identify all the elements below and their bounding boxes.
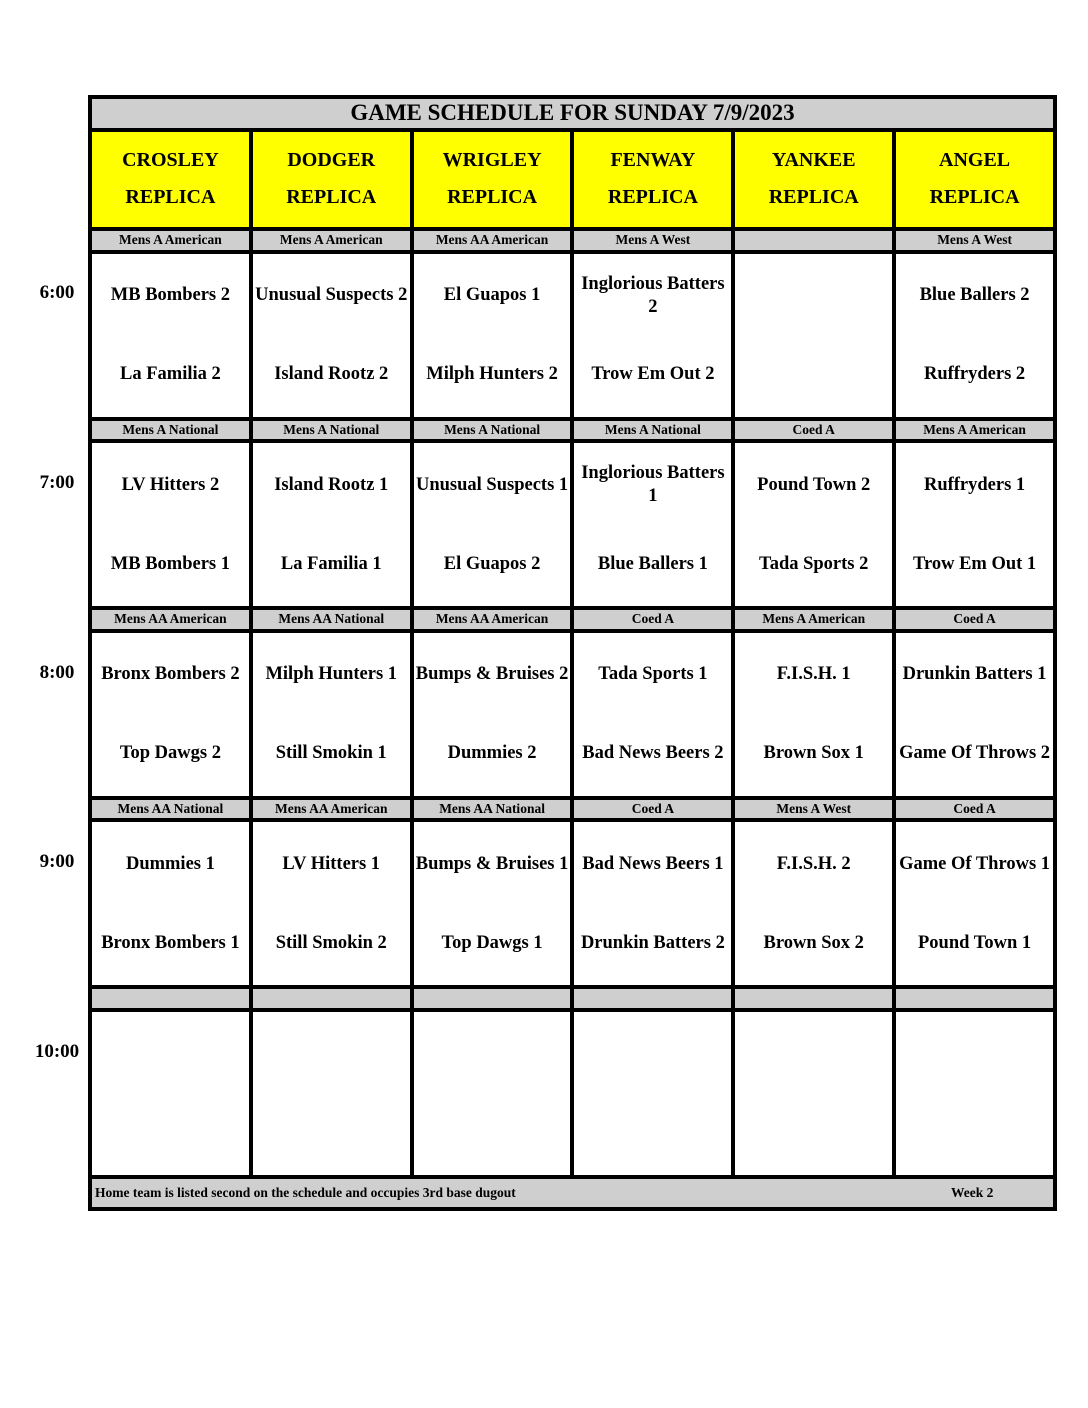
division-label: Mens A West <box>733 798 894 821</box>
division-label: Mens AA American <box>412 229 573 252</box>
game-row <box>90 820 1055 987</box>
division-label <box>733 229 894 252</box>
home-team: El Guapos 2 <box>443 553 541 574</box>
division-label <box>90 987 251 1010</box>
home-team: Still Smokin 2 <box>275 932 387 953</box>
home-team: MB Bombers 1 <box>110 553 231 574</box>
away-team: MB Bombers 2 <box>110 285 231 306</box>
game-cell <box>251 820 412 987</box>
division-label: Mens AA American <box>412 608 573 631</box>
home-team: Brown Sox 2 <box>763 932 864 953</box>
time-label: 9:00 <box>39 851 75 873</box>
game-cell <box>412 631 573 798</box>
field-sub: REPLICA <box>286 186 377 209</box>
home-team: Trow Em Out 2 <box>591 364 715 385</box>
time-label: 10:00 <box>34 1040 80 1062</box>
footer-note: Home team is listed second on the schedule and occupies 3rd base dugout <box>95 1185 516 1200</box>
field-sub: REPLICA <box>768 186 859 209</box>
field-header-angel <box>894 130 1055 229</box>
away-team: Milph Hunters 1 <box>265 664 398 685</box>
game-cell <box>894 1010 1055 1177</box>
game-cell <box>251 441 412 608</box>
home-team: Tada Sports 2 <box>759 553 869 574</box>
home-team: Bronx Bombers 1 <box>101 932 240 953</box>
home-team: Drunkin Batters 2 <box>580 932 725 953</box>
game-row <box>90 252 1055 419</box>
division-label <box>412 987 573 1010</box>
home-team: Blue Ballers 1 <box>597 553 708 574</box>
home-team: Ruffryders 2 <box>923 364 1026 385</box>
away-team: Bronx Bombers 2 <box>101 664 240 685</box>
field-sub: REPLICA <box>929 186 1020 209</box>
away-team: Inglorious Batters 2 <box>581 273 725 317</box>
home-team: Pound Town 1 <box>918 932 1032 953</box>
field-sub: REPLICA <box>607 186 698 209</box>
game-cell <box>412 252 573 419</box>
game-cell <box>572 441 733 608</box>
field-name: WRIGLEY <box>442 149 542 172</box>
game-cell <box>572 631 733 798</box>
game-cell <box>894 441 1055 608</box>
game-cell <box>733 252 894 419</box>
away-team: F.I.S.H. 1 <box>776 664 851 685</box>
game-row <box>90 1010 1055 1177</box>
game-row <box>90 631 1055 798</box>
field-name: YANKEE <box>771 149 856 172</box>
division-label: Mens AA American <box>90 608 251 631</box>
field-name: DODGER <box>287 149 376 172</box>
home-team: Brown Sox 1 <box>763 743 864 764</box>
division-label: Mens AA National <box>90 798 251 821</box>
home-team: Bad News Beers 2 <box>582 743 724 764</box>
field-sub: REPLICA <box>125 186 216 209</box>
division-label: Mens AA National <box>251 608 412 631</box>
game-cell <box>90 441 251 608</box>
away-team: Ruffryders 1 <box>923 474 1026 495</box>
division-label: Mens A American <box>90 229 251 252</box>
away-team: El Guapos 1 <box>443 285 541 306</box>
home-team: Still Smokin 1 <box>275 743 387 764</box>
division-label: Mens A American <box>251 229 412 252</box>
away-team: Bad News Beers 1 <box>582 853 724 874</box>
division-label: Mens A American <box>733 608 894 631</box>
away-team: Pound Town 2 <box>757 474 871 495</box>
field-sub: REPLICA <box>447 186 538 209</box>
division-label: Mens A National <box>412 419 573 442</box>
away-team: Island Rootz 1 <box>274 474 389 495</box>
away-team: Bumps & Bruises 1 <box>415 853 569 874</box>
game-cell <box>251 252 412 419</box>
game-cell <box>90 631 251 798</box>
division-label <box>894 987 1055 1010</box>
division-row <box>90 229 1055 252</box>
home-team: La Familia 1 <box>280 553 382 574</box>
time-label: 8:00 <box>39 661 75 683</box>
division-label: Mens AA National <box>412 798 573 821</box>
field-header-crosley <box>90 130 251 229</box>
field-name: ANGEL <box>939 149 1011 172</box>
field-header-dodger <box>251 130 412 229</box>
division-row <box>90 798 1055 821</box>
game-cell <box>251 631 412 798</box>
game-cell <box>412 1010 573 1177</box>
game-row <box>90 441 1055 608</box>
footer-bar <box>90 1177 1055 1209</box>
division-label: Mens A National <box>572 419 733 442</box>
game-cell <box>90 820 251 987</box>
game-cell <box>894 820 1055 987</box>
home-team: Island Rootz 2 <box>274 364 389 385</box>
division-label: Mens A National <box>90 419 251 442</box>
division-label <box>251 987 412 1010</box>
home-team: La Familia 2 <box>120 364 221 385</box>
field-name: CROSLEY <box>122 149 219 172</box>
division-label: Mens A National <box>251 419 412 442</box>
division-label: Coed A <box>733 419 894 442</box>
away-team: Game Of Throws 1 <box>899 853 1051 874</box>
game-cell <box>412 441 573 608</box>
division-row <box>90 419 1055 442</box>
division-row <box>90 987 1055 1010</box>
away-team: F.I.S.H. 2 <box>776 853 851 874</box>
division-label <box>572 987 733 1010</box>
game-cell <box>412 820 573 987</box>
home-team: Trow Em Out 1 <box>912 553 1037 574</box>
division-label: Mens A American <box>894 419 1055 442</box>
away-team: Unusual Suspects 1 <box>415 474 569 495</box>
away-team: Unusual Suspects 2 <box>255 285 408 306</box>
game-cell <box>572 252 733 419</box>
schedule-table <box>88 95 1057 1211</box>
time-label: 6:00 <box>39 282 75 304</box>
away-team: LV Hitters 2 <box>121 474 220 495</box>
away-team: Inglorious Batters 1 <box>581 463 725 507</box>
game-cell <box>733 1010 894 1177</box>
division-label: Coed A <box>572 608 733 631</box>
game-cell <box>90 1010 251 1177</box>
game-cell <box>90 252 251 419</box>
away-team: Bumps & Bruises 2 <box>415 664 569 685</box>
away-team: Blue Ballers 2 <box>919 285 1030 306</box>
away-team: Drunkin Batters 1 <box>902 664 1047 685</box>
division-row <box>90 608 1055 631</box>
away-team: Dummies 1 <box>125 853 215 874</box>
field-header-yankee <box>733 130 894 229</box>
division-label: Coed A <box>572 798 733 821</box>
division-label <box>733 987 894 1010</box>
division-label: Mens A West <box>894 229 1055 252</box>
division-label: Mens AA American <box>251 798 412 821</box>
home-team: Game Of Throws 2 <box>899 743 1051 764</box>
away-team: Tada Sports 1 <box>598 664 708 685</box>
game-cell <box>733 631 894 798</box>
field-header-wrigley <box>412 130 573 229</box>
home-team: Dummies 2 <box>447 743 537 764</box>
game-cell <box>251 1010 412 1177</box>
division-label: Mens A West <box>572 229 733 252</box>
week-label: Week 2 <box>951 1185 994 1200</box>
division-label: Coed A <box>894 798 1055 821</box>
page-title: GAME SCHEDULE FOR SUNDAY 7/9/2023 <box>90 97 1055 130</box>
game-cell <box>572 1010 733 1177</box>
field-header-fenway <box>572 130 733 229</box>
game-cell <box>894 252 1055 419</box>
game-cell <box>572 820 733 987</box>
away-team: LV Hitters 1 <box>282 853 381 874</box>
home-team: Milph Hunters 2 <box>426 364 558 385</box>
time-label: 7:00 <box>39 471 75 493</box>
game-cell <box>894 631 1055 798</box>
home-team: Top Dawgs 1 <box>441 932 543 953</box>
field-name: FENWAY <box>610 149 696 172</box>
game-cell <box>733 820 894 987</box>
home-team: Top Dawgs 2 <box>119 743 221 764</box>
division-label: Coed A <box>894 608 1055 631</box>
game-cell <box>733 441 894 608</box>
